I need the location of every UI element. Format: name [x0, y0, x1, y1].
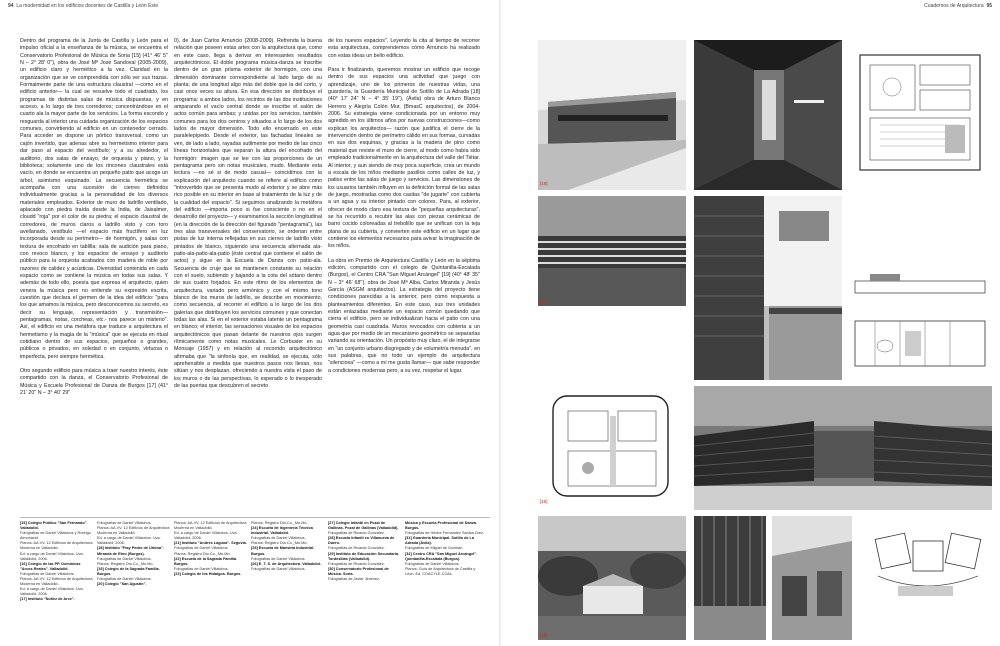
credits-column-2 [97, 521, 171, 643]
credit-line: Planos: AA.VV. 12 Edificios de Arquitectura Moderna en Valladolid. [174, 521, 247, 531]
photo-nursery-courtyard [694, 386, 992, 510]
paragraph: Otro segundo edificio para música a traer nuestro interés, éste compartido con la danza, el Conservatorio Profesional de Música y Escuela Profesional de Danza de Burgos [17] (41° 21' 20'' N – 3° 40' 29'' [20, 368, 168, 397]
credit-line: Fotografías de Daniel Villalobos. [174, 566, 229, 571]
text-column-2 [174, 38, 322, 514]
brand-name: Cuadernos de Arquitectura [924, 3, 984, 9]
credits-column-5 [328, 521, 402, 643]
credit-line: Ed. a cargo de Daniel Villalobos. Uva. Valladolid, 2006. [20, 551, 84, 561]
credit-line: [16] Colegio de las PP. Dominicas "Arcos Reales". Valladolid. [20, 561, 81, 571]
credit-line: [24] Escuela de Ingeniería Técnica Industrial. Valladolid. [251, 526, 313, 536]
credit-line: Fotografías de Daniel Villalobos. [97, 521, 152, 525]
photo-cra-detail [772, 516, 852, 640]
credit-line: [28] Escuela Infantil en Villanueva de Duero. [328, 536, 395, 546]
credit-line: Fotografías de Daniel Villalobos. [97, 556, 152, 561]
credit-line: Fotografías de Ricardo González. [328, 561, 385, 566]
credit-line: Música y Escuela Profesional de Danza. Burgos. [405, 521, 477, 531]
credits-column-4 [251, 521, 325, 643]
running-title: La modernidad en los edificios docentes de Castilla y León Este [16, 3, 159, 9]
credit-line: Fotografías de Daniel Villalobos. [251, 556, 306, 561]
paragraph: 0), de Juan Carlos Arnuncio (2008-2009). Refrenda la buena relación que poseen estas artes con la arquitectura que, como en este caso, llega a derivar en interesantes resultados arquitectónicos. El doble programa música-danza se inscribe dentro de un gran prisma exterior de hormigón, con una dimensión dominante correspondiente al lado largo de su planta; de una longitud algo más del doble que la del corto, y casi once veces su altura. En esa dirección se distribuye el programa: a ambos lados, los recintos de las dos instituciones amparando el vacío central donde se inscribe el salón de actos común para ambas; y unidas por los servicios, también comunes para los dos centros y situados a lo largo de los dos lados de mayor dimensión. Todo ello encerrado en este paralelepípedo. Desde el exterior, las fachadas lineales se ven, de lado a lado, rayadas sutilmente por medio de las cinco líneas horizontales que separan la altura del encofrado del hormigón: imagen que se lee con las proporciones de un pentagrama pero sin notas musicales, mudo. Mediante esta lectura —no sé si de modo casual— coincidimos con la explicación del arquitecto cuando se refiere al edificio como "introvertido que se presenta mudo al exterior y se abre más rico posible en su interior en base al tratamiento de la luz y de la cualidad del espacio". Si seguimos analizando la metáfora del edificio —importa poco si fue consciente o no en el desarrollo del proyecto— y examinamos la sección longitudinal (en la dirección de la dirección del figurado "pentagrama"), las tres alas transversales del conservatorio, se ordenan entre pistas de luz interna reflejadas en sus cierres de ladrillo visto pintados de blanco, siguiendo una secuencia alternada ala-patio-ala-patio-ala-patio (éste central que contiene el salón de actos) y sigue en la Escuela de Danza con patio-ala. Secuencia de cruje que se mantienen constante su relación con el suelo, subiendo y bajando a la cota del sótano dentro de sus cuatro forjados. En este ritmo de los elementos de arquitectura, variado pero armónico y con el mismo tono blanco de los muros de ladrillo, se describe en movimiento, como secuencia, al recorrer el edificio a lo largo de los dos galerías que distribuyen los servicios comunes y que conectan todas las alas. Si en el exterior estaba latente un pentagrama en blanco; el interior, las sensaciones visuales de los espacios arquitectónicos que pasan delante de nuestros ojos surgen rítmicamente como notas musicales. Le Corbusier en su Monsaje (1957) y en relación al recorrido arquitectónico afirmaba que "la sinfonía que, en realidad, se ejecuta, sólo aprehensible a medida que nuestros pasos nos llevan, nos sitúan y nos desplazan, ofreciendo a nuestra vista el paso de los muros o de las perspectivas, lo esperado o lo inesperado de las puertas que descubren el secreto [174, 38, 322, 390]
credit-line: Ed. a cargo de Daniel Villalobos. Uva. Valladolid, 2006. [97, 536, 161, 546]
credit-line: [19] Colegio de la Sagrada Familia. Burgos. [97, 566, 160, 576]
credits-column-3 [174, 521, 248, 643]
credit-line: Fotografías de Daniel Villalobos. [251, 536, 306, 541]
credit-line: [30] Conservatorio Profesional de Música. Soria. [328, 566, 389, 576]
figure-caption: [19] [540, 633, 548, 638]
plan-conservatory [850, 40, 992, 190]
credit-line: Planos: Registro Dto.Co._Mo.Mo. [174, 551, 231, 556]
credit-line: [18] Instituto "Fray Pedro de Urbina". Miranda de Ebro (Burgos). [97, 546, 164, 556]
credit-line: [32] Centro CRA "San Miguel Arcángel". Quintanilla-Escalada (Burgos). [405, 551, 478, 561]
credit-line: Planos: AA.VV. 12 Edificios de Arquitectura Moderna en Valladolid. [20, 577, 93, 587]
credit-line: Fotografías de Héctor Fernández Santos-Díez. [405, 531, 484, 536]
paragraph: Dentro del programa de la Junta de Castilla y León para el impulso oficial a la enseñanza de la música, se encuentra el Conservatorio Profesional de Música de Soria [15] (41° 46' 5'' N – 2° 28' 0''), obra de José Mª José Sandoval (2005-2009), un edificio claro y hermético a la vez. Claridad en la organización que se ve comprendida con sólo ver sus trazas. Formalmente parte de una estructura claustral —como en el edificio anterior— la cual se resuelve todo el cuadrado, los programas de distintas salas de música dispuestas, y en acceso, a lo largo de tres corredores; concentrándose en el cuarto ala la mayor parte de los servicios. La forma escondo y resguarda al interior una cuidada organización de los espacios comunes, convirtiendo al edificio en un contenedor cerrado. Para acceder se dispone un pórtico transversal, como un cajón invertido, que adenas abre su hermetismo interior para dar paso al espacio del vestíbulo; y a su alrededor, el auditorio, dos salas de ensayo, de orquesta y piano, y la biblioteca; solamente uno de los rincones claustrales está vacío, en donde se encuentra un pequeño patio que acoge un árbol, asimismo esquinado. La secuencia hermética se acompaña con una sucesión de cierres definidos individualmente gracias a la personalidad de los diversos materiales empleados. Exterior de muro de ladrillo ventilado, aplacado con piedra traída desde la India, de Jaisalmer, cloudd "roja" por el color de su piedra; el espacio claustral de corredores, de muros claros a ladrillo visto y con toro avellanado, vestíbulo —el espacio más fructífero en luz incorporada desde su perímetro— de hormigón, y salas con textura de encofrado en tablilla; sala de audición para piano, con revoco blanco, y los espacios de ensayo y auditorio público para la orquesta acabados con madera de roble por razones de calidez y acústicas. Diversidad contenida en cada espacio como se contiene la música en todas sus salas. Y además de todo ello, poesía que expresa el arquitecto, quien venera la música pero no entiende su expresión escrita, cuestión que declara el germen de la idea del edificio: "para los que amamos la música, pero desconocemos su secreto, es decir su lenguaje, representación y transmisión—pentagramas, notas, corcheas, etc.- nos parece un misterio". Así, el edificio es una metáfora que traduce a arquitectura el hermetismo y la magia de la "música" que se ejecuta en ritual cotidiano dentro de sus espacios, pequeños o grandes, públicos o privados, en soledad o en conjunto, virtuosa o imperfecta, pero siempre hermética. [20, 38, 168, 360]
credit-line: Ed. a cargo de Daniel Villalobos. Uva. Valladolid, 2006. [20, 587, 84, 597]
credit-line: Fotografías de Daniel Villalobos. [20, 571, 75, 576]
text-column-3 [328, 38, 480, 514]
credit-line: Fotografías de Ricardo González. [328, 531, 385, 536]
credit-line: Fotografías de Daniel Villalobos y Rodrigo Almonacid. [20, 531, 91, 541]
credit-line: [25] Escuela de Maestría Industrial. Burgos. [251, 546, 315, 556]
paragraph: La obra en Premio de Arquitectura Castilla y León en la séptima edición, compartido con el colegio de Quintanilla-Escalada (Burgos), el Centro CRA "San Miguel Arcángel" [19] (40° 48' 35'' N – 3° 46' 68''), obra de José Mª Alba, Carlos Miranda y Jesús García (ASGM arquitectos). La estrategia del proyecto tiene condiciones parecidas a la anterior, pero como respuesta a planteamientos diferentes. En este caso, sus tres unidades están enlazadas mediante un espacio común quedando que cierra el edificio, pero se individualizan hacia el patio con una geometría casi cuadrada. Muros revocados con cubierta a un agua que por medio de un mecanismo geométrico se separarlas variando su orientación. Un propósito muy claro, el de integrarse en "un conjunto urbano disgregado y de volumetría menuda", en sus palabras, que no todo un ejemplo de arquitectura "silenciosa" —como a mí me gusta llamar— que sabe responder a condiciones modernas pero, a su vez, respetar el lugar. [328, 257, 480, 374]
credit-line: Fotografías de Daniel Villalobos. [174, 546, 229, 551]
figure-caption: [17] [540, 300, 548, 305]
credit-line: [31] Guardería Municipal. Sotillo de La Adrada (Ávila). [405, 536, 474, 546]
photo-conservatory-exterior [538, 40, 686, 190]
credit-line: Fotografías de Miguel de Guzmán. [405, 546, 464, 551]
credit-line: Planos: Registro Dto.Co._Mo.Mo. [251, 541, 308, 546]
credit-line: [21] Instituto "Andrés Laguna". Segovia. [174, 541, 247, 546]
credit-line: Planos: Registro Dto.Co._Mo.Mo. [251, 521, 308, 525]
credit-line: [17] Instituto "Núñez de Arce". [20, 597, 75, 602]
credit-line: [27] Colegio Infantil en Pozal de Gallinas. Pozal de Gallinas (Valladolid). [328, 521, 399, 531]
paragraph: de los nuevos espacios". Leyendo la cita al tiempo de recorrer esta arquitectura, comprendemos cómo Arnuncio ha realizado con estas ideas un bello edificio. [328, 38, 480, 59]
credit-line: Planos: AA.VV. 12 Edificios de Arquitectura Moderna en Valladolid. [20, 541, 93, 551]
credit-line: [26] E. T. S. de Arquitectura. Valladolid. [251, 561, 321, 566]
photo-cra-aerial [538, 516, 686, 640]
credit-line: [22] Escuela de la Sagrada Familia. Burgos. [174, 556, 238, 566]
credit-line: Ed. a cargo de Daniel Villalobos. Uva. Valladolid, 2006. [174, 531, 238, 541]
photo-music-school-exterior [538, 196, 686, 306]
credit-line: [20] Colegio "San Agustín". [97, 582, 147, 587]
credit-line: Fotografías de Daniel Villalobos. [97, 577, 152, 582]
photo-conservatory-corridor [694, 40, 842, 190]
right-page-header [924, 3, 992, 10]
plan-cra [858, 516, 992, 640]
text-column-1 [20, 38, 168, 514]
credit-line: Fotografías de Ricardo González. [328, 546, 385, 551]
plan-nursery [538, 386, 686, 510]
page-number-right: 95 [986, 3, 992, 9]
credit-line: Fotografías de Javier Jiménez. [328, 577, 380, 582]
credit-line: [15] Colegio Público "San Fernando". Valladolid. [20, 521, 88, 531]
paragraph: Para ir finalizando, queremos mostrar un edificio que recoge dentro de sus espacios una actividad que juego con aprendizaje, uno de los primeros de nuestras vidas, una guardería, la Guardería Municipal de Sotillo de La Adrada [18] (40° 17' 24'' N – 4° 35' 19''), (Ávila) obra de Arturo Blanco Herrero y Alegría Colón Mur, (BmasC arquitectos), de 2004-2006. Su estrategia viene condicionada por un entorno muy agredido en los últimos años por nuevas construcciones—como explican los arquitectos— razón que justifica el cierre de la intervención dentro de perímetro cálido en sus formas, curvadas en sus dos esquinas, y gracias a la madera de pino como material que reviste el muro de cierre, al modo como había sido empleado tradicionalmente en la arquitectura del valle del Tiétar. Al interior, y aun siendo de muy poca superficie, crea un mundo a escala de los niños mediante pasillos como calles de luz, y patios entre las salas de juego y servicios. Las dimensiones de los usuarios también influyen en la definición formal de las salas de juego, mostradas como dos casitas "de jugarte" con cubierta a un agua y su interior pintado con colores. Para, al exterior, ofrecer de modo claro esa textura de "pequeñas arquitecturas", se ha recurrido a recubrir las alas con piezas cerámicas de barro cocido coloreadas al trebolillo que se unifican con la teja plana de su cubierta, y convierten este edificio en un lugar que contiene los elementos necesarios para avivar la imaginación de los niños. [328, 67, 480, 250]
credit-line: [29] Instituto de Educación Secundaria. Tordesillas (Valladolid). [328, 551, 400, 561]
figure-caption: [16] [540, 499, 548, 504]
credit-line: Planos: Guía de Arquitectura de Castilla y León. Ed. COACYLE-COAL. [405, 566, 476, 576]
credit-line: Planos: Registro Dto.Co._Mo.Mo. [97, 561, 154, 566]
figure-caption: [18] [540, 181, 548, 186]
credit-line: Fotografías de Daniel Villalobos. [405, 561, 460, 566]
page-gutter [499, 0, 501, 646]
credit-line: Fotografías de Daniel Villalobos. [251, 566, 306, 571]
photo-music-school-patio [694, 196, 842, 380]
credit-line: Planos: AA.VV. 12 Edificios de Arquitectura Moderna en Valladolid. [97, 526, 170, 536]
credit-line: [23] Colegio de los Hidalgos. Burgos. [174, 571, 242, 576]
credits-column-6 [405, 521, 485, 643]
left-page-header [8, 3, 158, 10]
sections-music-school [850, 196, 992, 380]
page-number-left: 94 [8, 3, 14, 9]
credits-divider [20, 517, 490, 518]
photo-cra-facade [694, 516, 766, 640]
credits-column-1 [20, 521, 94, 643]
